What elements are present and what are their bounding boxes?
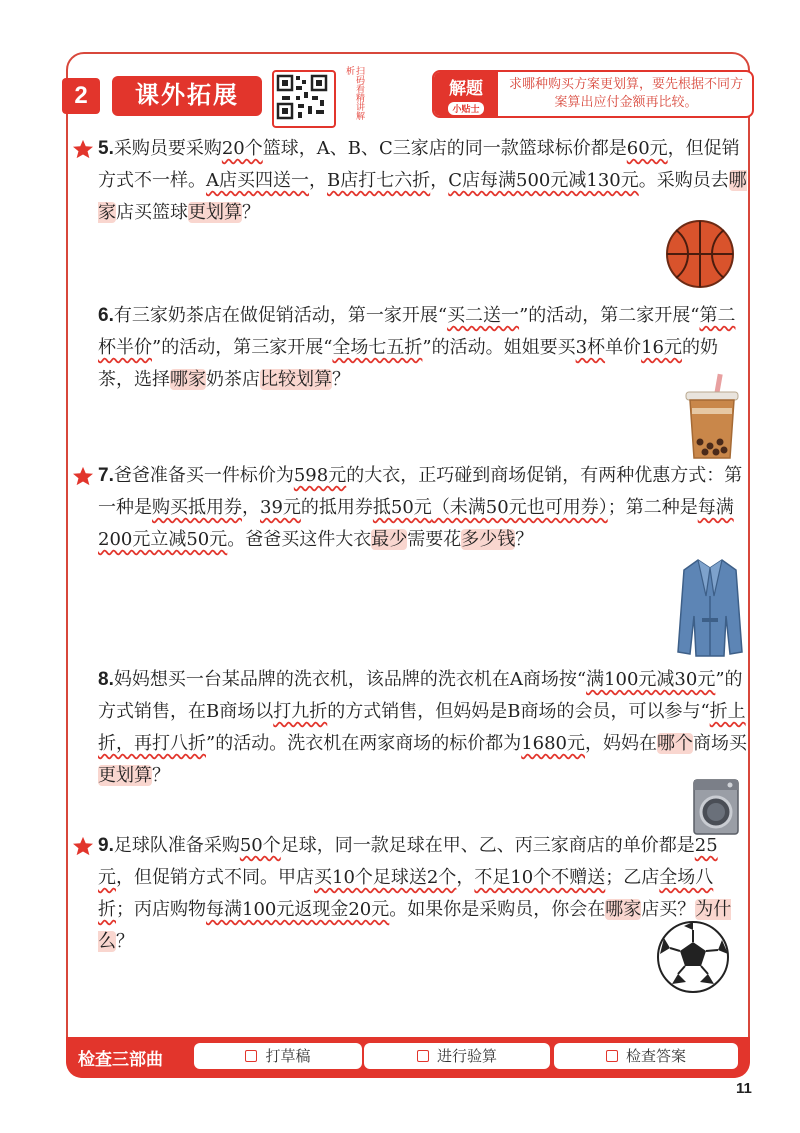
problem-text: ？ <box>242 202 260 223</box>
problem-text: ；第二种是 <box>607 497 698 518</box>
key-condition: 第二杯半价 <box>98 305 736 358</box>
question-highlight: 为什么 <box>98 899 732 952</box>
problem-text: ”的活动。姐姐要买 <box>422 337 576 358</box>
solving-tip-box <box>432 70 754 118</box>
problem-text: ”的活动，第二家开展“ <box>519 305 700 326</box>
question-highlight: 哪家 <box>605 899 642 920</box>
problem-text: 单价 <box>605 337 642 358</box>
problem-text: ，但促销方式不同。甲店 <box>116 867 314 888</box>
step-verify[interactable] <box>364 1043 550 1069</box>
washing-machine-icon <box>692 778 740 836</box>
problem-text: ， <box>456 867 475 888</box>
problem-text: 的奶茶，选择 <box>98 337 718 390</box>
problem-text: 店买？ <box>641 899 696 920</box>
key-condition: 16元 <box>641 337 682 358</box>
key-condition: 39元 <box>260 497 301 518</box>
problem-number: 5. <box>98 138 114 159</box>
problem-5 <box>98 133 748 229</box>
problem-number: 6. <box>98 305 114 326</box>
key-condition: 抵50元 <box>372 497 432 518</box>
problem-text: ，但促销方式不一样。 <box>98 138 740 191</box>
question-highlight: 哪家 <box>170 369 206 390</box>
step-draft[interactable] <box>194 1043 362 1069</box>
checkbox-icon[interactable] <box>417 1050 429 1062</box>
difficulty-star-icon <box>72 139 94 159</box>
key-condition: 598元 <box>293 465 347 486</box>
problem-text: 的抵用券 <box>300 497 373 518</box>
problem-text: 。采购员去 <box>638 170 729 191</box>
key-condition: 每满200元立减50元 <box>98 497 734 550</box>
step-check-answer[interactable] <box>554 1043 738 1069</box>
problem-9 <box>98 830 748 958</box>
key-condition: 折上折，再打八折 <box>98 701 746 754</box>
problem-7 <box>98 460 748 556</box>
qr-code-icon <box>274 72 330 122</box>
section-title: 课外拓展 <box>112 76 262 116</box>
step-label: 检查答案 <box>625 1047 686 1065</box>
key-condition: 买10个足球送2个 <box>314 867 457 888</box>
key-condition: （未满50元也可用券） <box>431 497 608 518</box>
key-condition: 打九折 <box>273 701 328 722</box>
step-label: 打草稿 <box>265 1047 311 1065</box>
key-condition: B店打七六折 <box>327 170 431 191</box>
question-highlight: 哪家 <box>98 170 747 223</box>
problem-text: 。爸爸买这件大衣 <box>227 529 372 550</box>
key-condition: 25元 <box>98 835 718 888</box>
key-condition: 每满100元返现金20元 <box>206 899 390 920</box>
key-condition: 满100元减30元 <box>586 669 716 690</box>
problem-text: ？ <box>332 369 350 390</box>
key-condition: 不足10个不赠送 <box>474 867 606 888</box>
milk-tea-icon <box>682 372 742 462</box>
coat-icon <box>676 556 744 660</box>
problem-text: ， <box>309 170 327 191</box>
question-highlight: 更划算 <box>188 202 242 223</box>
key-condition: 60元 <box>626 138 668 159</box>
section-number: 2 <box>62 78 100 114</box>
problem-text: 足球队准备采购 <box>113 835 240 856</box>
key-condition: 购买抵用券 <box>152 497 242 518</box>
problem-text: ，妈妈在 <box>585 733 658 754</box>
problem-text: 商场买 <box>693 733 748 754</box>
page-number: 11 <box>736 1080 752 1097</box>
problem-text: 采购员要采购 <box>113 138 222 159</box>
problem-text: 篮球，A、B、C三家店的同一款篮球标价都是 <box>262 138 627 159</box>
checkbox-icon[interactable] <box>245 1050 257 1062</box>
problem-number: 7. <box>98 465 114 486</box>
problem-text: 店买篮球 <box>116 202 188 223</box>
problem-8 <box>98 664 748 792</box>
difficulty-star-icon <box>72 466 94 486</box>
problem-text: ；乙店 <box>605 867 660 888</box>
problem-text: ”的活动。洗衣机在两家商场的标价都为 <box>206 733 522 754</box>
problem-text: ， <box>430 170 449 191</box>
check-steps-bar <box>66 1037 750 1078</box>
problem-text: ”的方式销售，在B商场以 <box>98 669 743 722</box>
soccer-ball-icon <box>656 920 730 994</box>
key-condition: C店每满500元减130元 <box>448 170 639 191</box>
question-highlight: 多少钱 <box>461 529 516 550</box>
tip-badge-main: 解题 <box>449 79 483 98</box>
problem-text: 足球，同一款足球在甲、乙、丙三家商店的单价都是 <box>280 835 695 856</box>
problem-text: 。如果你是采购员，你会在 <box>389 899 606 920</box>
key-condition: 3杯 <box>575 337 606 358</box>
key-condition: 买二送一 <box>447 305 520 326</box>
problem-text: 爸爸准备买一件标价为 <box>113 465 294 486</box>
question-highlight: 比较划算 <box>260 369 332 390</box>
question-highlight: 最少 <box>371 529 408 550</box>
problem-number: 9. <box>98 835 114 856</box>
difficulty-star-icon <box>72 836 94 856</box>
checkbox-icon[interactable] <box>606 1050 618 1062</box>
problem-text: ？ <box>152 765 170 786</box>
key-condition: A店买四送一 <box>206 170 309 191</box>
basketball-icon <box>664 218 736 290</box>
key-condition: 全场八折 <box>98 867 714 920</box>
question-highlight: 更划算 <box>98 765 152 786</box>
key-condition: 50个 <box>239 835 281 856</box>
problem-6 <box>98 300 748 396</box>
problem-text: 的大衣，正巧碰到商场促销，有两种优惠方式：第一种是 <box>98 465 743 518</box>
problem-text: ， <box>242 497 260 518</box>
key-condition: 1680元 <box>521 733 586 754</box>
problem-text: ？ <box>116 931 134 952</box>
tip-badge <box>434 72 498 116</box>
problem-number: 8. <box>98 669 114 690</box>
problem-text: 的方式销售，但妈妈是B商场的会员，可以参与“ <box>327 701 710 722</box>
key-condition: 20个 <box>221 138 263 159</box>
check-steps-title: 检查三部曲 <box>78 1050 163 1069</box>
problem-text: ”的活动，第三家开展“ <box>152 337 333 358</box>
problem-text: 需要花 <box>407 529 462 550</box>
tip-badge-sub: 小贴士 <box>448 102 483 115</box>
step-label: 进行验算 <box>436 1047 497 1065</box>
problem-text: 有三家奶茶店在做促销活动，第一家开展“ <box>113 305 448 326</box>
qr-code[interactable] <box>272 70 336 128</box>
problem-text: 妈妈想买一台某品牌的洗衣机，该品牌的洗衣机在A商场按“ <box>113 669 587 690</box>
question-highlight: 哪个 <box>657 733 694 754</box>
tip-text: 求哪种购买方案更划算，要先根据不同方案算出应付金额再比较。 <box>508 77 743 110</box>
problem-text: ？ <box>515 529 534 550</box>
problem-text: 奶茶店 <box>206 369 260 390</box>
qr-caption: 扫码看精讲解析 <box>344 66 364 120</box>
problem-text: ；丙店购物 <box>116 899 206 920</box>
key-condition: 全场七五折 <box>332 337 423 358</box>
